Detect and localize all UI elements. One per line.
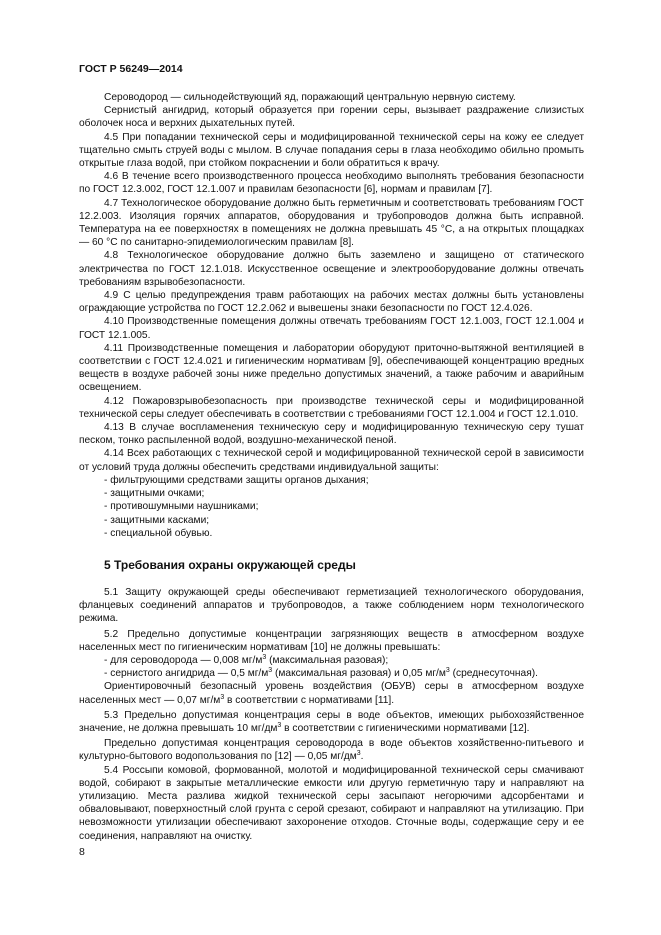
clause-4-5: 4.5 При попадании технической серы и модифицированной технической серы на кожу ее следует тщательно смыть струей воды с мылом. В случае попадания серы в глаза необходимо обильно промыть открытые глаза водой, при стойком покраснении и боли обратиться к врачу. bbox=[79, 131, 584, 170]
list-item: - фильтрующими средствами защиты органов дыхания; bbox=[104, 474, 369, 486]
clause-4-14: 4.14 Всех работающих с технической серой и модифицированной технической серой в зависимости от условий труда должны обеспечить средствами индивидуальной защиты: bbox=[79, 448, 584, 473]
clause-4-8: 4.8 Технологическое оборудование должно быть заземлено и защищено от статического электричества по ГОСТ 12.1.018. Искусственное освещение и электрооборудование должны отвечать требованиям взрывобезопасности. bbox=[79, 250, 584, 288]
paragraph: Ориентировочный безопасный уровень воздействия (ОБУВ) серы в атмосферном воздухе населенных мест — 0,07 $мг/м^3$ в соответствии с нормативами [11]. bbox=[79, 681, 584, 706]
list-item: - противошумными наушниками; bbox=[104, 501, 259, 513]
clause-5-4: 5.4 Россыпи комовой, формованной, молотой и модифицированной технической серы смачивают водой, собирают в закрытые металлические емкости или другую герметичную тару и направляют на утилизацию. Места разлива жидкой технической серы засыпают негорючими адсорбентами и обваловывают, поверхностный слой грунта с серой срезают, собирают и направляют на утилизацию. При невозможности утилизации обеспечивают захоронение отходов. Сточные воды, содержащие серу и ее соединения, направляют на очистку. bbox=[79, 764, 584, 842]
clause-5-2: 5.2 Предельно допустимые концентрации загрязняющих веществ в атмосферном воздухе населенных мест по гигиеническим нормативам [10] не должны превышать: bbox=[79, 628, 584, 653]
list-item: - специальной обувью. bbox=[104, 527, 213, 539]
clause-5-1: 5.1 Защиту окружающей среды обеспечивают герметизацией технологического оборудования, фланцевых соединений аппаратов и трубопроводов, а также соблюдением норм технологического режима. bbox=[79, 586, 584, 625]
clause-5-3: 5.3 Предельно допустимая концентрация серы в воде объектов, имеющих рыбохозяйственное значение, не должна превышать 10 $мг/дм^3$ в соответствии с гигиеническими нормативами [12]. bbox=[79, 709, 584, 734]
page-number: 8 bbox=[79, 846, 85, 858]
clause-4-12: 4.12 Пожаровзрывобезопасность при производстве технической серы и модифицированной технической серы следует обеспечивать в соответствии с требованиями ГОСТ 12.1.004 и ГОСТ 12.1.010. bbox=[79, 395, 584, 420]
clause-4-11: 4.11 Производственные помещения и лаборатории оборудуют приточно-вытяжной вентиляцией в соответствии с ГОСТ 12.4.021 и гигиеническим нормативам [9], обеспечивающей концентрацию вредных веществ в воздухе рабочей зоны ниже предельно допустимых значений, а также рабочим и аварийным освещением. bbox=[79, 342, 584, 394]
document-id-header: ГОСТ Р 56249—2014 bbox=[79, 63, 183, 75]
clause-4-13: 4.13 В случае воспламенения техническую серу и модифицированную техническую серу тушат песком, тонко распыленной водой, воздушно-механической пеной. bbox=[79, 422, 584, 447]
list-item: - сернистого ангидрида — 0,5 $мг/м^3$ (максимальная разовая) и 0,05 $мг/м^3$ (среднесуточная). bbox=[104, 667, 538, 680]
section-heading: 5 Требования охраны окружающей среды bbox=[104, 557, 356, 572]
clause-4-7: 4.7 Технологическое оборудование должно быть герметичным и соответствовать требованиям ГОСТ 12.2.003. Изоляция горячих аппаратов, оборудования и трубопроводов должна быть исправной. Температура на ее поверхностях в помещениях не должна превышать 45 °С, а на открытых площадках — 60 °С по санитарно-эпидемиологическим правилам [8]. bbox=[79, 197, 584, 249]
paragraph: Предельно допустимая концентрация сероводорода в воде объектов хозяйственно-питьевого и культурно-бытового водопользования по [12] — 0,05 $мг/дм^3$. bbox=[79, 738, 584, 763]
paragraph: Сернистый ангидрид, который образуется при горении серы, вызывает раздражение слизистых оболочек носа и верхних дыхательных путей. bbox=[79, 105, 584, 130]
document-body bbox=[79, 91, 584, 843]
list-item: - защитными очками; bbox=[104, 488, 205, 500]
list-item: - защитными касками; bbox=[104, 514, 210, 526]
list-item: - для сероводорода — 0,008 $мг/м^3$ (максимальная разовая); bbox=[104, 653, 389, 666]
paragraph: Сероводород — сильнодействующий яд, поражающий центральную нервную систему. bbox=[104, 92, 516, 103]
clause-4-9: 4.9 С целью предупреждения травм работающих на рабочих местах должны быть установлены ограждающие устройства по ГОСТ 12.2.062 и вывешены знаки безопасности по ГОСТ 12.4.026. bbox=[79, 290, 584, 315]
clause-4-6: 4.6 В течение всего производственного процесса необходимо выполнять требования безопасности по ГОСТ 12.3.002, ГОСТ 12.1.007 и правилам безопасности [6], нормам и правилам [7]. bbox=[79, 171, 584, 196]
clause-4-10: 4.10 Производственные помещения должны отвечать требованиям ГОСТ 12.1.003, ГОСТ 12.1.004 и ГОСТ 12.1.005. bbox=[79, 316, 584, 341]
